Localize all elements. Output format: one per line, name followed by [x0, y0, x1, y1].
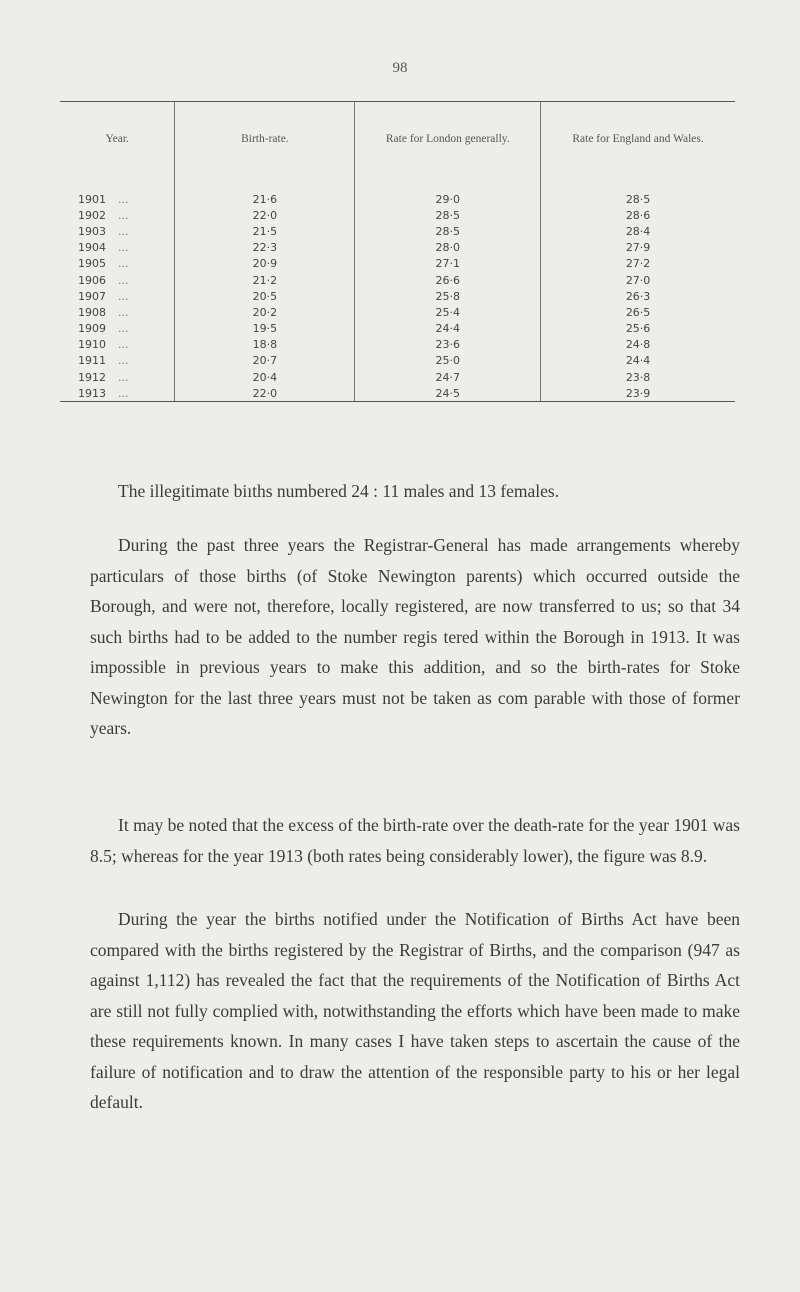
- birth-rate-cell-value: 22·3: [252, 241, 278, 255]
- london-rate-cell: [355, 223, 541, 239]
- birth-rate-cell-value: 22·0: [252, 386, 278, 400]
- year-cell: [60, 353, 175, 369]
- london-rate-cell-value: 29·0: [435, 192, 461, 206]
- leader-dots: ...: [118, 241, 129, 255]
- table-row: [60, 240, 735, 256]
- year-cell-value: 1903: [78, 224, 106, 238]
- birth-rate-cell-value: 20·5: [252, 289, 278, 303]
- london-rate-cell: [355, 288, 541, 304]
- england-rate-cell-value: 23·9: [625, 386, 651, 400]
- table-body: [60, 177, 735, 402]
- paragraph-4: During the year the births notified under the Notification of Births Act have been compared with the births registered by the Registrar of Births, and the comparison (947 as against 1,112) has revealed the fact that the requirements of the Notification of Births Act are still not fully complied with, notwithstanding the efforts which have been made to make these requirements known. In many cases I have taken steps to ascertain the cause of the failure of notification and to draw the attention of the responsible party to his or her legal default.: [90, 909, 740, 1112]
- london-rate-cell: [355, 353, 541, 369]
- england-rate-cell-value: 27·9: [625, 241, 651, 255]
- birth-rate-cell-value: 21·6: [252, 192, 278, 206]
- london-rate-cell-value: 24·4: [435, 322, 461, 336]
- london-rate-cell: [355, 337, 541, 353]
- year-cell-value: 1905: [78, 257, 106, 271]
- birth-rate-cell-value: 21·2: [252, 273, 278, 287]
- birth-rate-cell-value: 18·8: [252, 338, 278, 352]
- year-cell: [60, 321, 175, 337]
- england-rate-cell: [541, 304, 735, 320]
- year-cell: [60, 272, 175, 288]
- england-rate-cell: [541, 385, 735, 402]
- year-cell: [60, 177, 175, 207]
- table-row: [60, 353, 735, 369]
- year-cell-value: 1911: [78, 354, 106, 368]
- london-rate-cell-value: 24·7: [435, 370, 461, 384]
- leader-dots: ...: [118, 322, 129, 336]
- year-cell: [60, 337, 175, 353]
- london-rate-cell-value: 28·5: [435, 224, 461, 238]
- leader-dots: ...: [118, 305, 129, 319]
- england-rate-cell-value: 24·4: [625, 354, 651, 368]
- birth-rate-cell: [175, 223, 355, 239]
- leader-dots: ...: [118, 208, 129, 222]
- birth-rate-cell: [175, 353, 355, 369]
- london-rate-cell: [355, 240, 541, 256]
- birth-rate-table: [60, 101, 735, 402]
- header-london-rate: Rate for London generally.: [355, 102, 541, 178]
- illegitimate-births-paragraph: [90, 476, 740, 507]
- birth-rate-table-container: [60, 101, 740, 402]
- london-rate-cell: [355, 369, 541, 385]
- birth-rate-cell: [175, 272, 355, 288]
- london-rate-cell-value: 26·6: [435, 273, 461, 287]
- birth-rate-cell: [175, 385, 355, 402]
- birth-rate-cell: [175, 240, 355, 256]
- table-row: [60, 304, 735, 320]
- table-header-row: [60, 102, 735, 178]
- birth-rate-cell-value: 19·5: [252, 322, 278, 336]
- london-rate-cell: [355, 385, 541, 402]
- year-cell-value: 1910: [78, 338, 106, 352]
- birth-rate-cell: [175, 304, 355, 320]
- london-rate-cell-value: 23·6: [435, 338, 461, 352]
- london-rate-cell: [355, 321, 541, 337]
- year-cell-value: 1909: [78, 322, 106, 336]
- table-row: [60, 207, 735, 223]
- birth-rate-cell-value: 20·9: [252, 257, 278, 271]
- leader-dots: ...: [118, 192, 129, 206]
- year-cell-value: 1904: [78, 241, 106, 255]
- england-rate-cell-value: 27·0: [625, 273, 651, 287]
- london-rate-cell-value: 25·8: [435, 289, 461, 303]
- leader-dots: ...: [118, 257, 129, 271]
- leader-dots: ...: [118, 273, 129, 287]
- england-rate-cell: [541, 353, 735, 369]
- year-cell-value: 1912: [78, 370, 106, 384]
- london-rate-cell-value: 27·1: [435, 257, 461, 271]
- year-cell-value: 1901: [78, 192, 106, 206]
- leader-dots: ...: [118, 386, 129, 400]
- year-cell: [60, 207, 175, 223]
- england-rate-cell: [541, 240, 735, 256]
- leader-dots: ...: [118, 338, 129, 352]
- year-cell: [60, 256, 175, 272]
- england-rate-cell-value: 24·8: [625, 338, 651, 352]
- birth-rate-cell: [175, 177, 355, 207]
- year-cell-value: 1902: [78, 208, 106, 222]
- london-rate-cell-value: 24·5: [435, 386, 461, 400]
- england-rate-cell: [541, 369, 735, 385]
- birth-rate-cell-value: 20·2: [252, 305, 278, 319]
- year-cell: [60, 240, 175, 256]
- london-rate-cell: [355, 304, 541, 320]
- year-cell-value: 1907: [78, 289, 106, 303]
- birth-rate-cell: [175, 321, 355, 337]
- table-row: [60, 321, 735, 337]
- registrar-paragraph-block: [90, 530, 740, 744]
- leader-dots: ...: [118, 289, 129, 303]
- table-row: [60, 288, 735, 304]
- year-cell: [60, 304, 175, 320]
- page-number: 98: [392, 60, 408, 76]
- birth-rate-cell: [175, 369, 355, 385]
- england-rate-cell-value: 28·5: [625, 192, 651, 206]
- london-rate-cell-value: 25·4: [435, 305, 461, 319]
- notification-paragraph-block: [90, 904, 740, 1118]
- england-rate-cell-value: 25·6: [625, 322, 651, 336]
- header-england-wales-rate: Rate for England and Wales.: [541, 102, 735, 178]
- london-rate-cell: [355, 272, 541, 288]
- table-row: [60, 369, 735, 385]
- year-cell-value: 1908: [78, 305, 106, 319]
- england-rate-cell-value: 26·5: [625, 305, 651, 319]
- england-rate-cell: [541, 177, 735, 207]
- table-row: [60, 385, 735, 402]
- header-year: Year.: [60, 102, 175, 178]
- birth-rate-cell-value: 22·0: [252, 208, 278, 222]
- england-rate-cell: [541, 207, 735, 223]
- england-rate-cell-value: 27·2: [625, 257, 651, 271]
- london-rate-cell: [355, 177, 541, 207]
- leader-dots: ...: [118, 354, 129, 368]
- year-cell-value: 1913: [78, 386, 106, 400]
- england-rate-cell: [541, 321, 735, 337]
- paragraph-3: It may be noted that the excess of the birth-rate over the death-rate for the year 1901 was 8.5; whereas for the year 1913 (both rates being considerably lower), the figure was 8.9.: [90, 815, 740, 866]
- table-row: [60, 223, 735, 239]
- paragraph-2: During the past three years the Registrar-General has made arrangements whereby particulars of those births (of Stoke Newington parents) which occurred outside the Borough, and were not, therefore, locally registered, are now transferred to us; so that 34 such births had to be added to the number regis tered within the Borough in 1913. It was impossible in previous years to make this addition, and so the birth-rates for Stoke Newington for the last three years must not be taken as com parable with those of former years.: [90, 535, 740, 738]
- year-cell: [60, 223, 175, 239]
- england-rate-cell: [541, 272, 735, 288]
- table-row: [60, 256, 735, 272]
- year-cell-value: 1906: [78, 273, 106, 287]
- table-row: [60, 272, 735, 288]
- header-birth-rate: Birth-rate.: [175, 102, 355, 178]
- year-cell: [60, 369, 175, 385]
- england-rate-cell: [541, 337, 735, 353]
- birth-rate-cell-value: 20·4: [252, 370, 278, 384]
- birth-rate-cell: [175, 288, 355, 304]
- leader-dots: ...: [118, 224, 129, 238]
- birth-rate-cell: [175, 337, 355, 353]
- england-rate-cell-value: 26·3: [625, 289, 651, 303]
- england-rate-cell-value: 28·4: [625, 224, 651, 238]
- london-rate-cell: [355, 207, 541, 223]
- london-rate-cell-value: 25·0: [435, 354, 461, 368]
- table-row: [60, 177, 735, 207]
- excess-paragraph-block: [90, 810, 740, 871]
- london-rate-cell-value: 28·5: [435, 208, 461, 222]
- birth-rate-cell: [175, 207, 355, 223]
- birth-rate-cell: [175, 256, 355, 272]
- england-rate-cell: [541, 256, 735, 272]
- england-rate-cell-value: 28·6: [625, 208, 651, 222]
- birth-rate-cell-value: 20·7: [252, 354, 278, 368]
- london-rate-cell: [355, 256, 541, 272]
- table-row: [60, 337, 735, 353]
- year-cell: [60, 385, 175, 402]
- england-rate-cell: [541, 288, 735, 304]
- england-rate-cell-value: 23·8: [625, 370, 651, 384]
- birth-rate-cell-value: 21·5: [252, 224, 278, 238]
- paragraph-1: The illegitimate biıths numbered 24 : 11 males and 13 females.: [118, 481, 560, 501]
- year-cell: [60, 288, 175, 304]
- england-rate-cell: [541, 223, 735, 239]
- london-rate-cell-value: 28·0: [435, 241, 461, 255]
- leader-dots: ...: [118, 370, 129, 384]
